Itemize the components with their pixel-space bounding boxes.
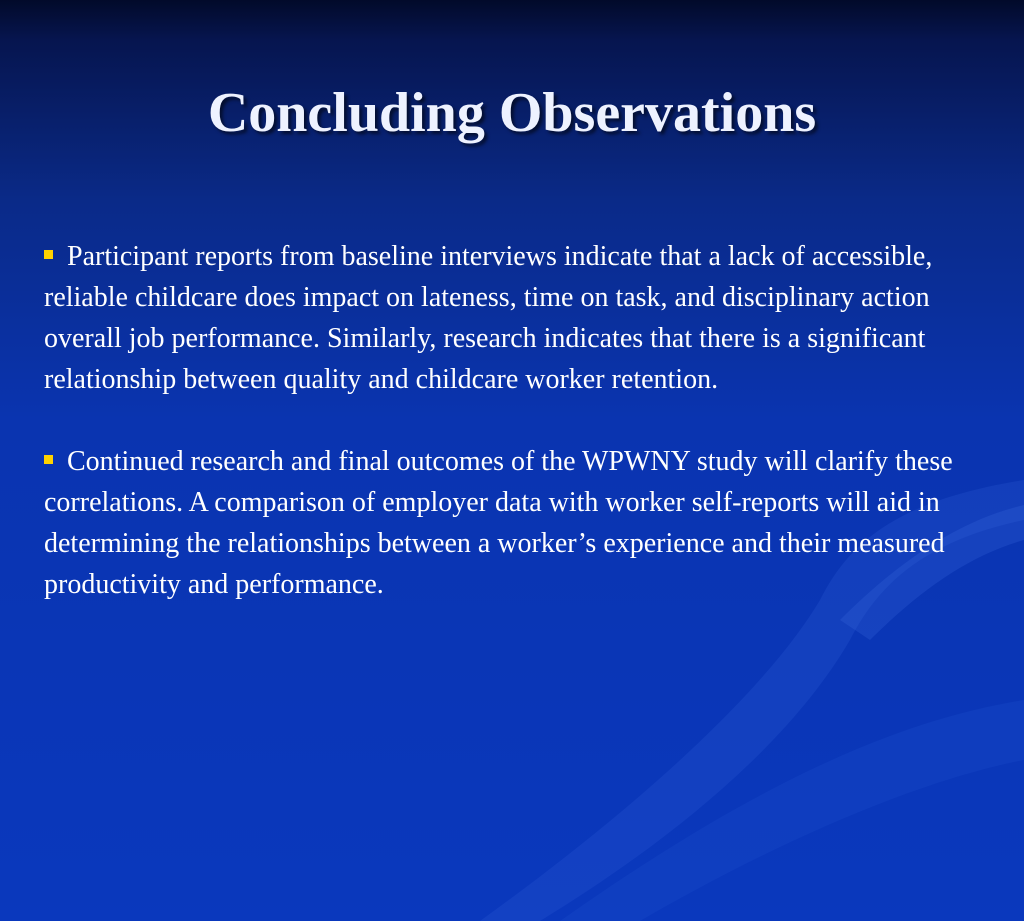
bullet-list xyxy=(44,236,994,646)
square-bullet-icon xyxy=(44,250,53,259)
square-bullet-icon xyxy=(44,455,53,464)
slide-title: Concluding Observations xyxy=(207,82,817,144)
bullet-item xyxy=(44,441,994,605)
bullet-text: Participant reports from baseline interviews indicate that a lack of accessible, reliable childcare does impact on lateness, time on task, and disciplinary action overall job performance. Similarly, research indicates that there is a significant relationship between quality and childcare worker retention. xyxy=(44,241,933,395)
bullet-text: Continued research and final outcomes of the WPWNY study will clarify these correlations. A comparison of employer data with worker self-reports will aid in determining the relationships between a worker’s experience and their measured productivity and performance. xyxy=(44,446,953,600)
bullet-item xyxy=(44,236,994,400)
